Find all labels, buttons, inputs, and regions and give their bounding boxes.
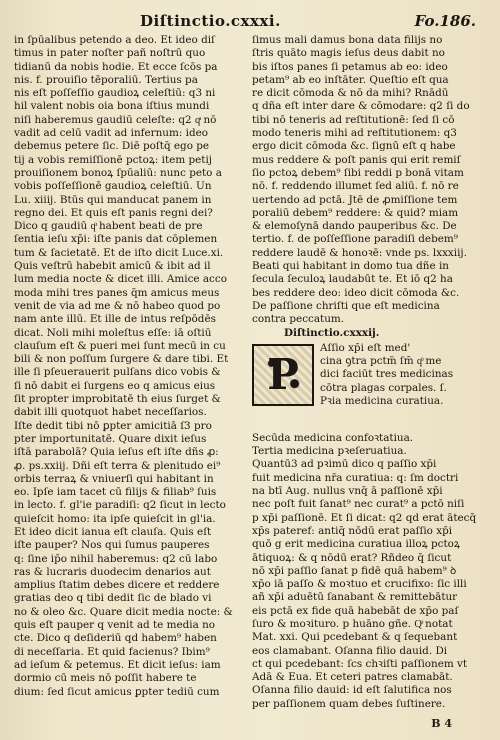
- text-line: Dico q gaudiū qͦ habent beati de pre: [14, 220, 203, 233]
- text-line: niſi haberemus gaudiū celeſte: q2 qͣ nō: [14, 113, 217, 126]
- text-line: ergo dicit cōmoda &c. ſignū eſt q habe: [252, 140, 456, 153]
- text-line: ille ſi pſeuerauerit pulſans dico vobis &: [14, 366, 221, 379]
- text-line: dici faciūt tres medicinas: [320, 368, 454, 381]
- text-line: Mat. xxi. Qui pcedebant & q ſequebant: [252, 631, 458, 644]
- text-line: ſimus mali damus bona data filijs no: [252, 34, 443, 46]
- text-line: modo teneris mihi ad reſtitutionem: q3: [252, 127, 457, 140]
- text-line: ſi nō dabit ei ſurgens eo q amicus eius: [14, 379, 216, 392]
- text-line: na btī Aug. nullus vnq̄ ā paſſionē xp̄i: [252, 485, 443, 498]
- page-header: [0, 10, 500, 34]
- text-line: ſit propter improbitatē th eius ſurget &: [14, 393, 221, 406]
- text-line: ſecula ſeculoꝝ laudabūt te. Et iō q2 ha: [252, 273, 453, 286]
- text-line: ad ieſum & petemus. Et dicit ieſus: iam: [14, 658, 221, 671]
- text-line: venit de via ad me & nō habeo quod po: [14, 299, 221, 312]
- text-line: p xp̄i paſſionē. Et ſi dicat: q2 qd erat ātecq̄: [252, 511, 477, 524]
- text-line: iſtā parabolā? Quia ieſus eſt iſte dñs ꝓ:: [14, 446, 219, 459]
- text-line: ꝓ. ps.xxiij. Dñi eſt terra & plenitudo ei⁹: [14, 459, 221, 472]
- text-line: cte. Dico q deſideriū qd habem⁹ haben: [14, 632, 217, 645]
- text-line: ſtris quāto magis ieſus deus dabit no: [252, 47, 445, 60]
- text-line: ſentia ieſu xp̄i: iſte panis dat cōplemen: [14, 233, 218, 246]
- text-line: Oſanna filio dauid: id eſt ſalutifica nos: [252, 684, 452, 697]
- text-line: bili & non poſſum ſurgere & dare tibi. Et: [14, 353, 229, 366]
- left-text-column: [14, 34, 236, 699]
- decorated-drop-cap: [252, 344, 314, 406]
- text-line: mus reddere & poſt panis qui erit remiſ: [252, 153, 461, 166]
- text-line: añ xp̄i aduētū ſanabant & remittebātur: [252, 591, 458, 604]
- text-line: Et ideo dicit ianua eſt clauſa. Quis eſt: [14, 525, 212, 538]
- text-line: regno dei. Et quis eſt panis regni dei?: [14, 206, 213, 219]
- text-line: re dicit cōmoda & nō da mihi? Rnādū: [252, 87, 449, 100]
- text-line: cōtra plagas corpales. ſ.: [320, 381, 447, 394]
- text-line: tum & ſacietatē. Et de iſto dicit Luce.xi.: [14, 246, 224, 259]
- text-line: tij a vobis remiſſionē pctoꝝ: item petij: [14, 153, 212, 166]
- section-heading: Diſtinctio.cxxxij.: [284, 326, 380, 339]
- text-line: iſte pauper? Nos qui ſumus pauperes: [14, 539, 210, 552]
- text-line: lum media nocte & dicet illi. Amice acco: [14, 273, 227, 286]
- text-line: dicat. Noli mihi moleſtus eſſe: iā oſtiū: [14, 326, 212, 339]
- text-line: eis pctā ex fide quā habebāt de xp̄o paſ: [252, 604, 459, 617]
- text-line: Quantū3 ad pꝛimū dico q paſſio xp̄i: [252, 458, 437, 471]
- text-line: no & oleo &c. Quare dicit media nocte: &: [14, 605, 233, 618]
- text-line: amplius ſtatim debes dicere et reddere: [14, 579, 220, 592]
- text-line: vobis poſſeſſionē gaudioꝝ celeſtiū. Un: [14, 180, 212, 193]
- text-line: pter importunitatē. Quare dixit ieſus: [14, 432, 207, 445]
- text-line: ct qui pcedebant: ſcs chꝛiſti paſſionem vt: [252, 657, 468, 670]
- text-line: tibi nō teneris ad reſtitutionē: ſed ſi cō: [252, 113, 455, 126]
- text-line: uertendo ad pctā. Jtē de ꝓmiſſione tem: [252, 193, 458, 206]
- text-line: dabit illi quotquot habet neceſſarios.: [14, 406, 207, 419]
- text-line: Iſte dedit tibi nō ꝑpter amicitiā ſ3 pro: [14, 419, 212, 432]
- right-column-top-text: [252, 34, 484, 327]
- text-line: di neceſſaria. Et quid facienus? Ibim⁹: [14, 645, 210, 658]
- text-line: ras & lucraris duodecim denarios aut: [14, 565, 211, 578]
- right-text-column: [252, 34, 484, 711]
- text-line: nis eſt poſſeſſio gaudioꝝ celeſtiū: q3 ni: [14, 87, 216, 100]
- text-line: debemus petere ſic. Diē poſtq̄ ego pe: [14, 140, 210, 153]
- text-line: hil valent nobis oia bona iſtius mundi: [14, 100, 210, 113]
- text-line: prouiſionem bonoꝝ ſpūaliū: nunc peto a: [14, 166, 222, 179]
- folio-number: Fo.186.: [414, 12, 476, 30]
- text-line: in lecto. f. gl'ie paradiſi: q2 ſicut in lecto: [14, 499, 226, 512]
- text-line: eos clamabant. Oſanna filio dauid. Di: [252, 644, 448, 657]
- text-line: q dña eſt inter dare & cōmodare: q2 ſi do: [252, 100, 470, 113]
- text-line: & elemoſynā dando pauperibus &c. De: [252, 220, 457, 233]
- text-line: Aſſio xp̄i eſt med': [320, 341, 411, 354]
- text-line: contra peccatum.: [252, 313, 345, 326]
- text-line: quō g erit medicina curatiua illoꝝ pctoꝝ: [252, 538, 460, 551]
- text-line: clauſum eſt & pueri mei ſunt mecū in cu: [14, 339, 226, 352]
- text-line: timus in pater noſter pañ noſtrū quo: [14, 47, 206, 60]
- text-line: Quis veſtrū habebit amicū & ibit ad il: [14, 260, 211, 273]
- text-line: Lu. xiiij. Btūs qui manducat panem in: [14, 193, 212, 206]
- text-line: ſuro & moꝛituro. p huāno gñe. Qͦ notat: [252, 617, 453, 630]
- drop-cap-letter: P: [267, 349, 299, 399]
- text-line: orbis terraꝝ & vniuerſi qui habitant in: [14, 472, 214, 485]
- text-line: petam⁹ ab eo inſtāter. Queſtio eſt qua: [252, 73, 449, 86]
- text-line: moda mihi tres panes q̄m amicus meus: [14, 286, 220, 299]
- text-line: gratias deo q tibi dedit ſic de blado vi: [14, 592, 212, 605]
- initial-paragraph: [252, 342, 484, 432]
- text-line: fuit medicina nr̄a curatiua: q: ſm doctri: [252, 471, 459, 484]
- printer-signature-mark: B 4: [431, 717, 452, 730]
- text-line: cina ꝯtra pctm̄ ſm̄ qͦ me: [320, 355, 442, 368]
- text-line: vadit ad celū vadit ad infernum: ideo: [14, 127, 209, 140]
- text-line: xp̄s pateref: antiq̄ nōdū erat paſſio xp̄i: [252, 524, 453, 537]
- text-beside-drop-cap: [320, 342, 484, 408]
- text-line: nō xp̄i paſſio ſanat p fidē quā habem⁹ ꝺ: [252, 564, 457, 577]
- text-line: tertio. f. de poſſeſſione paradiſi debem⁹: [252, 233, 458, 246]
- text-line: nec poſt fuit ſanat⁹ nec curat⁹ a pctō niſi: [252, 498, 465, 511]
- text-line: Adā & Eua. Et ceteri patres clamabāt.: [252, 671, 453, 684]
- text-line: quis eſt pauper q venit ad te media no: [14, 619, 216, 632]
- text-line: eo. Ipſe iam tacet cū filijs & filiab⁹ ſuis: [14, 486, 217, 499]
- text-line: poraliū debem⁹ reddere: & quid? miam: [252, 206, 459, 219]
- text-line: reddere laudē & honoꝛē: vnde ps. lxxxiij.: [252, 246, 467, 259]
- text-line: quieſcit homo: ita ipſe quieſcit in gl'ia.: [14, 512, 216, 525]
- text-line: Beati qui habitant in domo tua dñe in: [252, 260, 449, 273]
- text-line: nis. f. prouiſio tēporaliū. Tertius pa: [14, 73, 198, 86]
- text-line: dium: ſed ſicut amicus ꝑpter tediū cum: [14, 685, 220, 698]
- text-line: Secūda medicina confoꝛtatiua.: [252, 431, 414, 444]
- right-column-bottom-text: [252, 432, 484, 711]
- text-line: ſio pctoꝝ debem⁹ ſibi reddi p bonā vitam: [252, 166, 464, 179]
- running-title: Diſtinctio.cxxxi.: [140, 12, 281, 30]
- text-line: De paſſione chriſti que eſt medicina: [252, 299, 440, 312]
- text-line: bes reddere deo: ideo dicit cōmoda &c.: [252, 286, 460, 299]
- text-line: tidianū da nobis hodie. Et ecce ſcōs pa: [14, 60, 218, 73]
- text-line: q: ſine ip̄o nihil haberemus: q2 cū labo: [14, 552, 218, 565]
- text-line: Tertia medicina pꝛeſeruatiua.: [252, 445, 407, 458]
- text-line: in ſpūalibus petendo a deo. Et ideo diſ: [14, 34, 215, 46]
- text-line: nō. f. reddendo illumet ſed aliū. f. nō re: [252, 180, 459, 193]
- text-line: dormio cū meis nō poſſit habere te: [14, 672, 197, 685]
- text-line: bis iſtos panes ſi petamus ab eo: ideo: [252, 60, 448, 73]
- text-line: ātiquoꝝ: & q nōdū erat? Rñdeo q̄ ſicut: [252, 551, 452, 564]
- text-line: nam ante illū. Et ille de intus reſpōdēs: [14, 313, 216, 326]
- text-line: xp̄o iā paſſo & moꝛtuo et crucifixo: ſic illi: [252, 578, 467, 591]
- text-line: per paſſionem quam debes ſuſtinere.: [252, 697, 446, 710]
- text-line: Pꝛia medicina curatiua.: [320, 395, 444, 408]
